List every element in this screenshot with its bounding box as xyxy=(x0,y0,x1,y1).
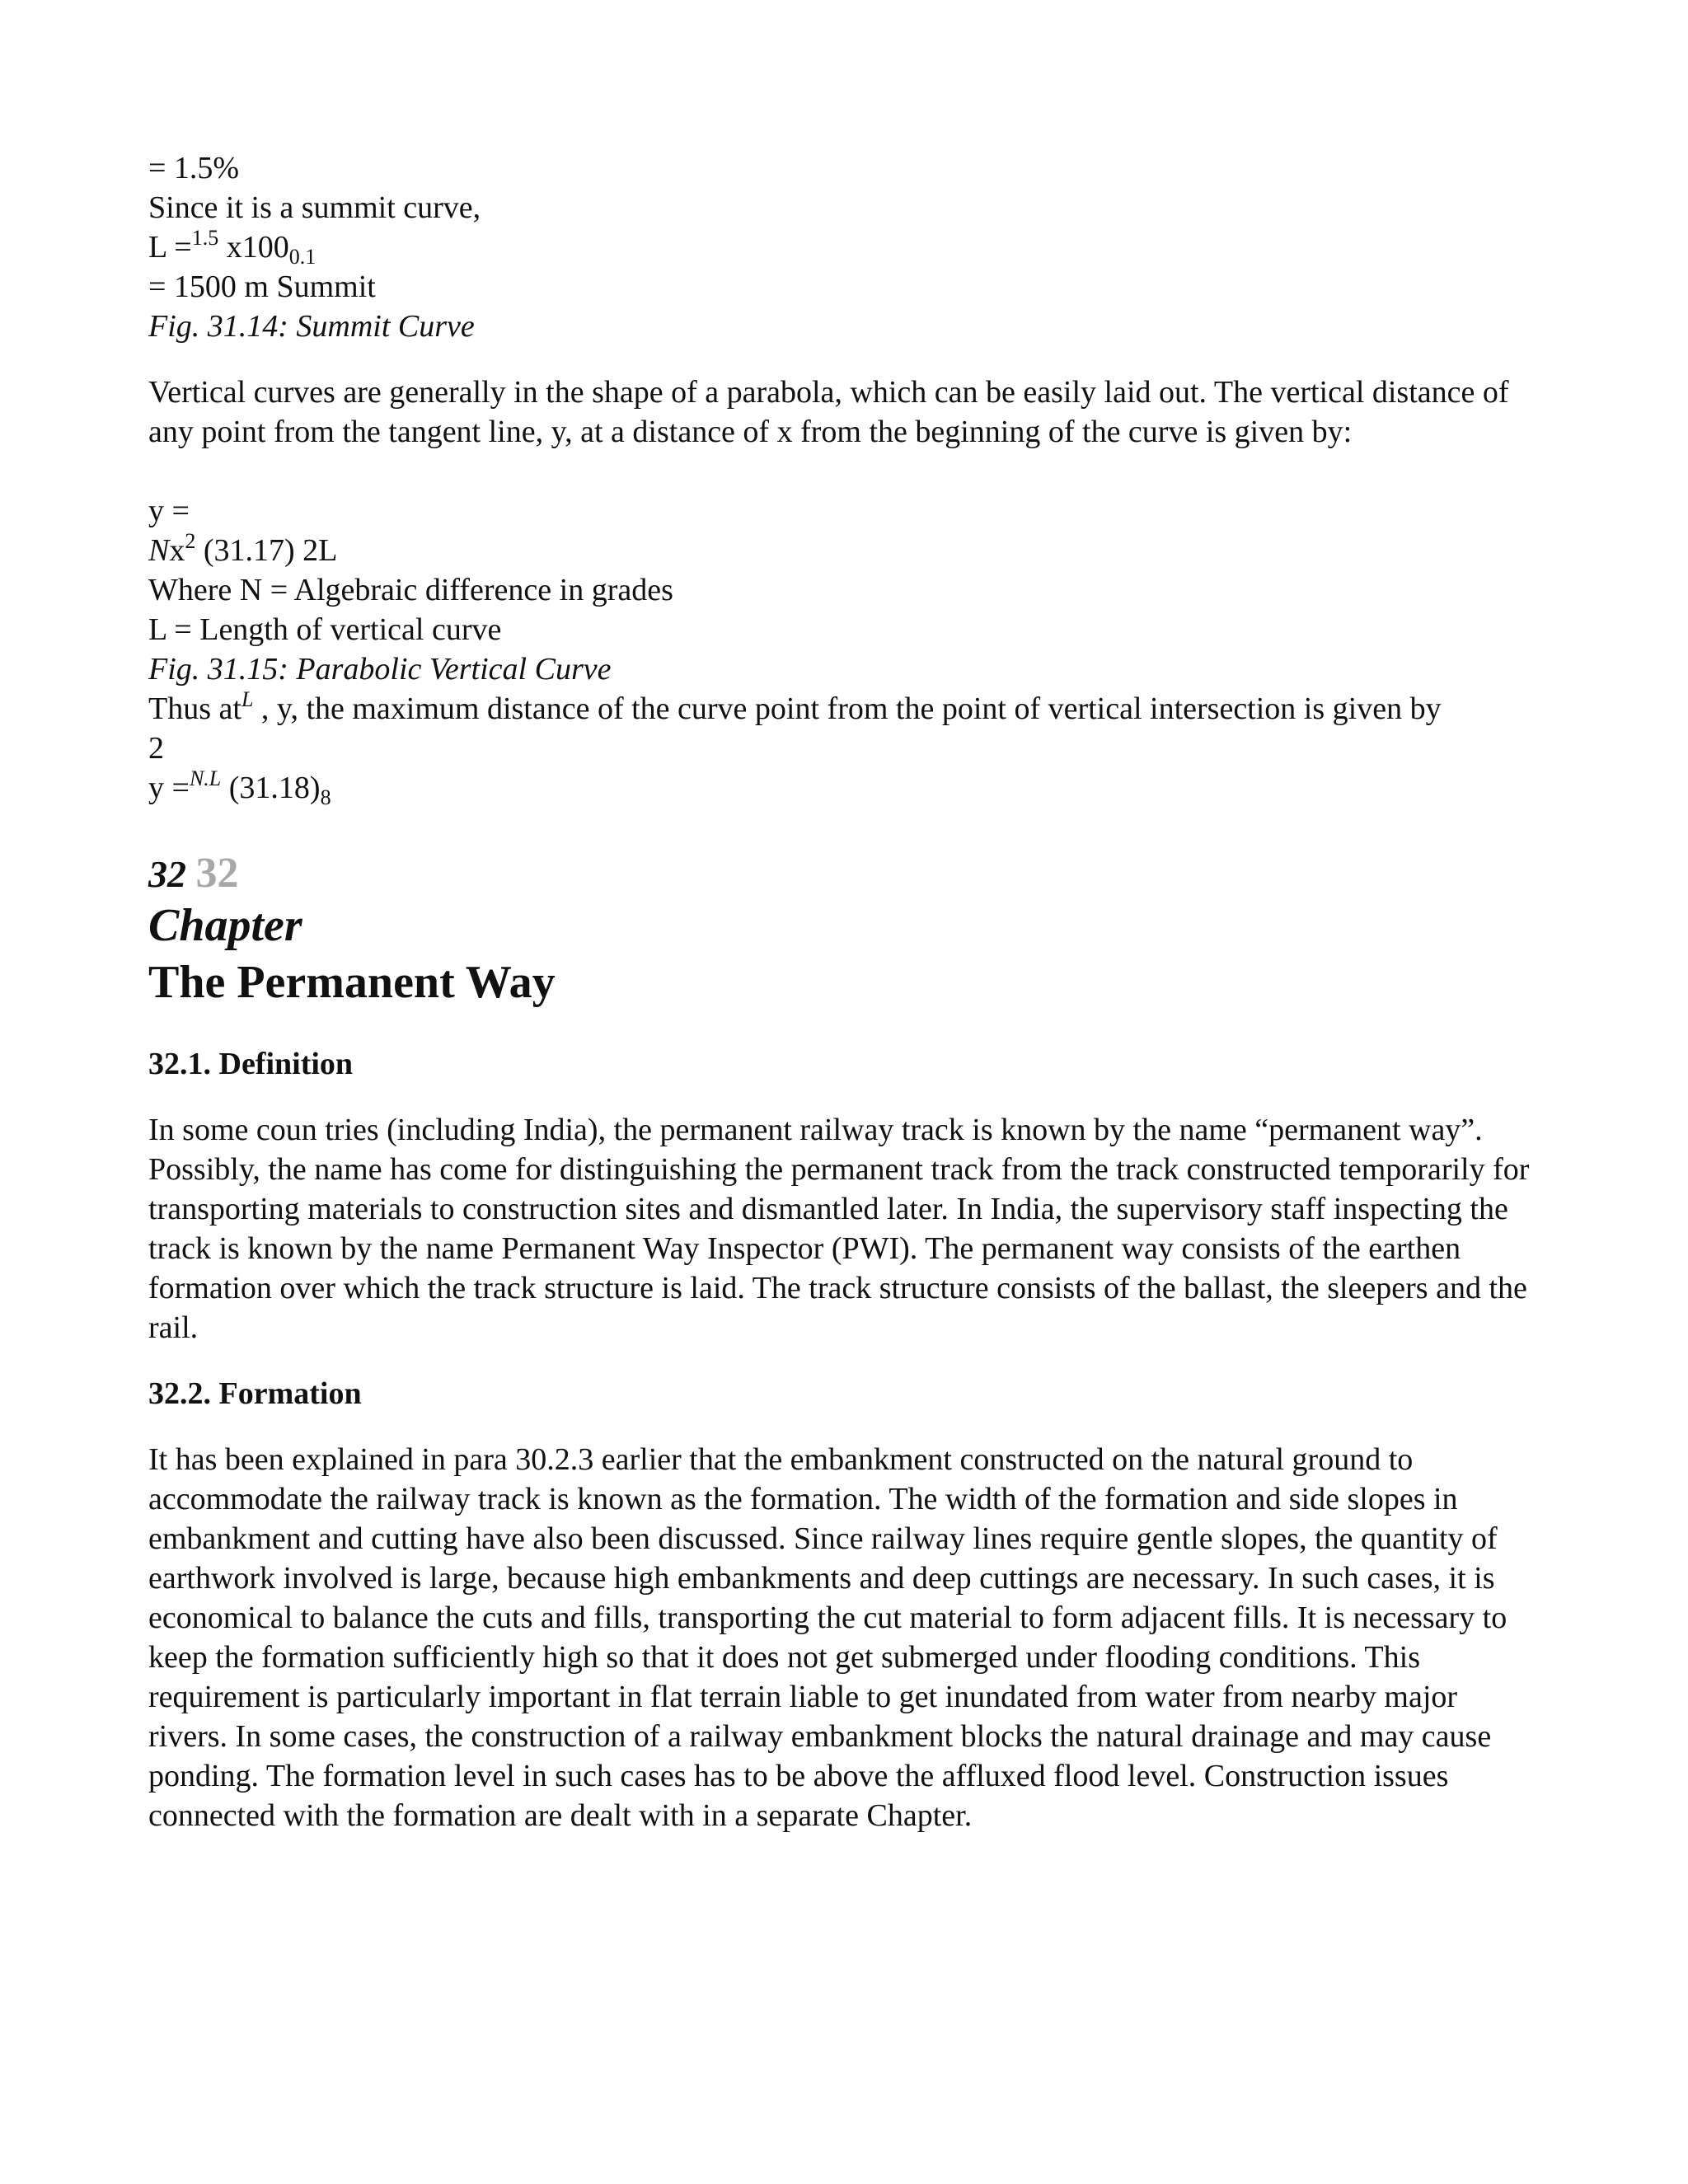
chapter-number-italic: 32 xyxy=(148,853,186,895)
figure-caption-parabolic-curve: Fig. 31.15: Parabolic Vertical Curve xyxy=(148,652,612,687)
formula-n-symbol: N xyxy=(148,533,170,568)
thus-at-rest: , y, the maximum distance of the curve point from the point of vertical intersection is given by xyxy=(253,691,1442,726)
figure-caption-summit-curve: Fig. 31.14: Summit Curve xyxy=(148,309,475,344)
chapter-label: Chapter xyxy=(148,900,302,951)
thus-at-line xyxy=(148,689,1533,729)
thus-denominator: 2 xyxy=(148,731,164,766)
formula-max-distance-line xyxy=(148,768,1533,808)
equation-result-line: = 1.5% xyxy=(148,151,240,185)
chapter-number xyxy=(148,851,1533,898)
section-heading-definition: 32.1. Definition xyxy=(148,1047,354,1081)
length-formula-sub: 0.1 xyxy=(288,245,316,269)
formula-x-symbol: x xyxy=(169,533,185,568)
length-formula-sup: 1.5 xyxy=(191,226,219,250)
paragraph-vertical-curves: Vertical curves are generally in the shape of a parabola, which can be easily laid out. The vertical distance of any point from the tangent line, y, at a distance of x from the beginning of the curve is given by: xyxy=(148,375,1509,449)
length-formula-mid: x100 xyxy=(218,230,289,265)
paragraph-definition: In some coun tries (including India), the permanent railway track is known by the name “permanent way”. Possibly, the name has come for distinguishing the permanent track from the track constructed temporarily for transporting materials to construction sites and dismantled later. In India, the supervisory staff inspecting the track is known by the name Permanent Way Inspector (PWI). The permanent way consists of the earthen formation over which the track structure is laid. The track structure consists of the ballast, the sleepers and the rail. xyxy=(148,1113,1530,1345)
max-distance-lhs: y = xyxy=(148,771,190,805)
formula-nx2-line xyxy=(148,531,1533,570)
thus-at-text: Thus at xyxy=(148,691,241,726)
max-distance-eqnum: (31.18) xyxy=(221,771,321,805)
where-n-definition: Where N = Algebraic difference in grades xyxy=(148,573,673,607)
formula-equation-number: (31.17) 2L xyxy=(195,533,338,568)
max-distance-sup: N.L xyxy=(189,766,222,790)
paragraph-formation: It has been explained in para 30.2.3 earlier that the embankment constructed on the natural ground to accommodate the railway track is known as the formation. The width of the formation and side slopes in embankment and cutting have also been discussed. Since railway lines require gentle slopes, the quantity of earthwork involved is large, because high embankments and deep cuttings are necessary. In such cases, it is economical to balance the cuts and fills, transporting the cut material to form adjacent fills. It is necessary to keep the formation sufficiently high so that it does not get submerged under flooding conditions. This requirement is particularly important in flat terrain liable to get inundated from water from nearby major rivers. In some cases, the construction of a railway embankment blocks the natural drainage and may cause ponding. The formation level in such cases has to be above the affluxed flood level. Construction issues connected with the formation are dealt with in a separate Chapter. xyxy=(148,1442,1507,1833)
length-formula-line xyxy=(148,227,1533,267)
chapter-title: The Permanent Way xyxy=(148,957,556,1008)
max-distance-sub: 8 xyxy=(320,785,331,809)
length-formula-lhs: L = xyxy=(148,230,192,265)
length-result-line: = 1500 m Summit xyxy=(148,269,376,304)
formula-x-exponent: 2 xyxy=(185,529,196,553)
section-heading-formation: 32.2. Formation xyxy=(148,1376,362,1411)
chapter-number-grey: 32 xyxy=(195,850,239,897)
summit-curve-statement: Since it is a summit curve, xyxy=(148,190,481,225)
document-page xyxy=(148,148,1533,1835)
formula-y-line: y = xyxy=(148,494,190,528)
where-l-definition: L = Length of vertical curve xyxy=(148,612,502,647)
thus-at-sup: L xyxy=(241,687,254,711)
